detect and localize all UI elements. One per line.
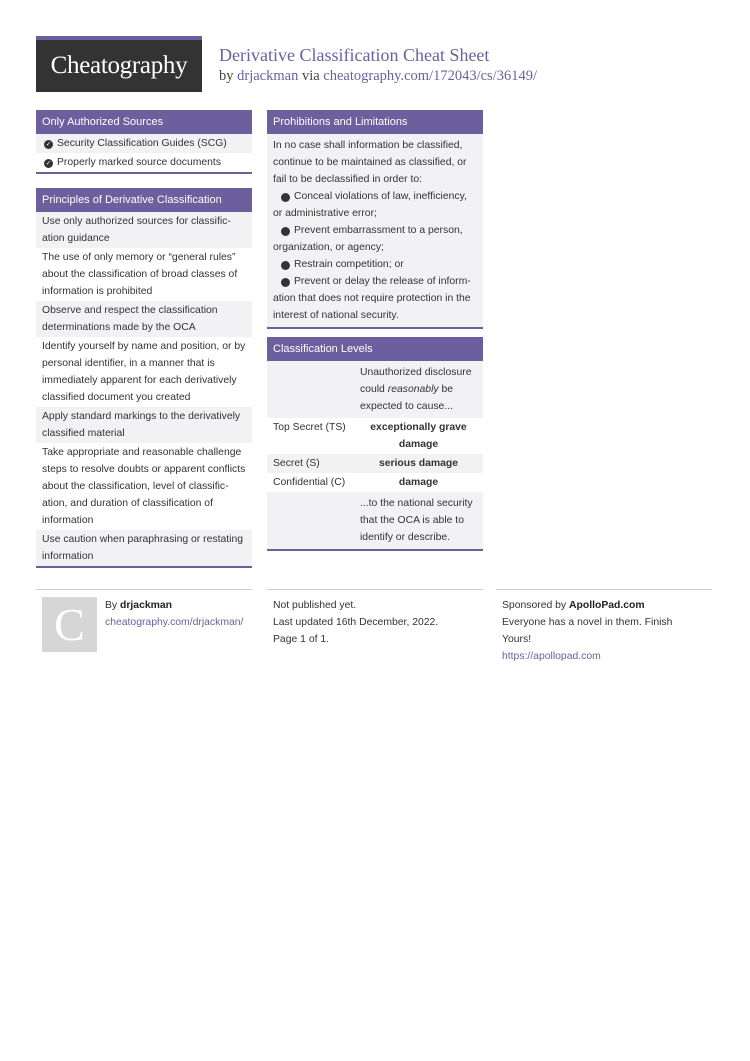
list-item: Use only authorized sources for classification guidance bbox=[36, 212, 252, 248]
x-circle-icon: ✕ bbox=[281, 278, 290, 287]
list-item: ✕Restrain competition; or bbox=[273, 256, 477, 273]
sheet-url-link[interactable]: cheatography.com/172043/cs/36149/ bbox=[323, 68, 537, 84]
byline bbox=[219, 66, 537, 86]
check-circle-icon: ✓ bbox=[45, 160, 52, 167]
level-effect: damage bbox=[398, 477, 439, 488]
author-profile-link[interactable]: cheatography.com/drjackman/ bbox=[105, 617, 244, 628]
sponsor-link[interactable]: https://apollopad.com bbox=[502, 651, 601, 662]
list-item: ✕Prevent or delay the release of information that does not require protection in the interest of national security. bbox=[273, 276, 471, 321]
list-item: ✓ Security Classification Guides (SCG) bbox=[36, 134, 252, 153]
by-label: by bbox=[219, 68, 234, 84]
section-title: Only Authorized Sources bbox=[36, 110, 252, 134]
level-name: Confidential (C) bbox=[273, 477, 346, 488]
list-item: The use of only memory or “general rules” about the classification of broad classes of information is prohibited bbox=[42, 252, 238, 297]
levels-header-cell: Unauthorized disclosure could reasonably be expected to cause... bbox=[354, 361, 483, 418]
author-link[interactable]: drjackman bbox=[237, 68, 299, 84]
table-cell bbox=[267, 361, 354, 418]
list-item: Observe and respect the classification determinations made by the OCA bbox=[36, 301, 252, 337]
section-title: Prohibitions and Limitations bbox=[267, 110, 483, 134]
footer-divider bbox=[267, 589, 483, 590]
last-updated: Last updated 16th December, 2022. bbox=[273, 617, 439, 628]
cheatography-logo[interactable] bbox=[36, 36, 202, 92]
section-title: Classification Levels bbox=[267, 337, 483, 361]
logo-text: Cheatography bbox=[50, 52, 188, 79]
section-authorized-sources bbox=[36, 110, 252, 174]
table-row bbox=[267, 418, 483, 454]
level-name: Secret (S) bbox=[267, 454, 354, 473]
level-effect: serious damage bbox=[354, 454, 483, 473]
level-name: Top Secret (TS) bbox=[273, 422, 346, 433]
avatar[interactable]: C bbox=[42, 597, 97, 652]
x-circle-icon: ✕ bbox=[281, 261, 290, 270]
sponsor-text: Everyone has a novel in them. Finish Yours! bbox=[502, 617, 673, 645]
table-row bbox=[267, 361, 483, 418]
author-name[interactable]: drjackman bbox=[120, 600, 173, 611]
footer-sponsor: Sponsored by ApolloPad.com Everyone has a novel in them. Finish Yours! https://apollopad.com bbox=[502, 597, 692, 665]
list-item: Apply standard markings to the derivatively classified material bbox=[36, 407, 252, 443]
section-title: Principles of Derivative Classification bbox=[36, 188, 252, 212]
list-item: Take appropriate and reasonable challenge steps to resolve doubts or apparent conflicts about the classification, level of classification, and duration of classification of information bbox=[42, 447, 246, 526]
footer-divider bbox=[36, 589, 252, 590]
list-item: ✓ Properly marked source documents bbox=[45, 157, 222, 168]
table-cell bbox=[267, 492, 354, 549]
page-title: Derivative Classification Cheat Sheet bbox=[219, 45, 490, 65]
published-status: Not published yet. bbox=[273, 600, 357, 611]
footer-meta bbox=[273, 597, 438, 648]
footer-author: By drjackman cheatography.com/drjackman/ bbox=[105, 597, 243, 631]
list-item: ✕Prevent embarrassment to a person, organization, or agency; bbox=[273, 225, 463, 253]
level-effect: exceptionally grave damage bbox=[370, 422, 467, 450]
page-count: Page 1 of 1. bbox=[273, 634, 330, 645]
prohibitions-intro: In no case shall information be classified, continue to be maintained as classified, or fail to be declassified in order to: bbox=[273, 140, 467, 185]
list-item: Identify yourself by name and position, or by personal identifier, in a manner that is immediately apparent for each derivatively classified document you created bbox=[42, 341, 246, 403]
prohibitions-body bbox=[267, 134, 483, 327]
section-classification-levels bbox=[267, 337, 483, 551]
table-row bbox=[267, 473, 483, 492]
levels-footer-cell: ...to the national security that the OCA is able to identify or describe. bbox=[354, 492, 483, 549]
list-item: ✕Conceal violations of law, inefficiency, or administrative error; bbox=[273, 191, 467, 219]
list-item: Use caution when paraphrasing or restating information bbox=[36, 530, 252, 566]
section-prohibitions bbox=[267, 110, 483, 329]
section-principles bbox=[36, 188, 252, 568]
via-label: via bbox=[301, 68, 320, 84]
title-block bbox=[219, 44, 537, 86]
x-circle-icon: ✕ bbox=[281, 193, 290, 202]
table-row bbox=[267, 492, 483, 549]
x-circle-icon: ✕ bbox=[281, 227, 290, 236]
table-row bbox=[267, 454, 483, 473]
check-circle-icon: ✓ bbox=[45, 141, 52, 148]
footer-divider bbox=[496, 589, 712, 590]
levels-table bbox=[267, 361, 483, 549]
sponsor-name[interactable]: ApolloPad.com bbox=[569, 600, 645, 611]
